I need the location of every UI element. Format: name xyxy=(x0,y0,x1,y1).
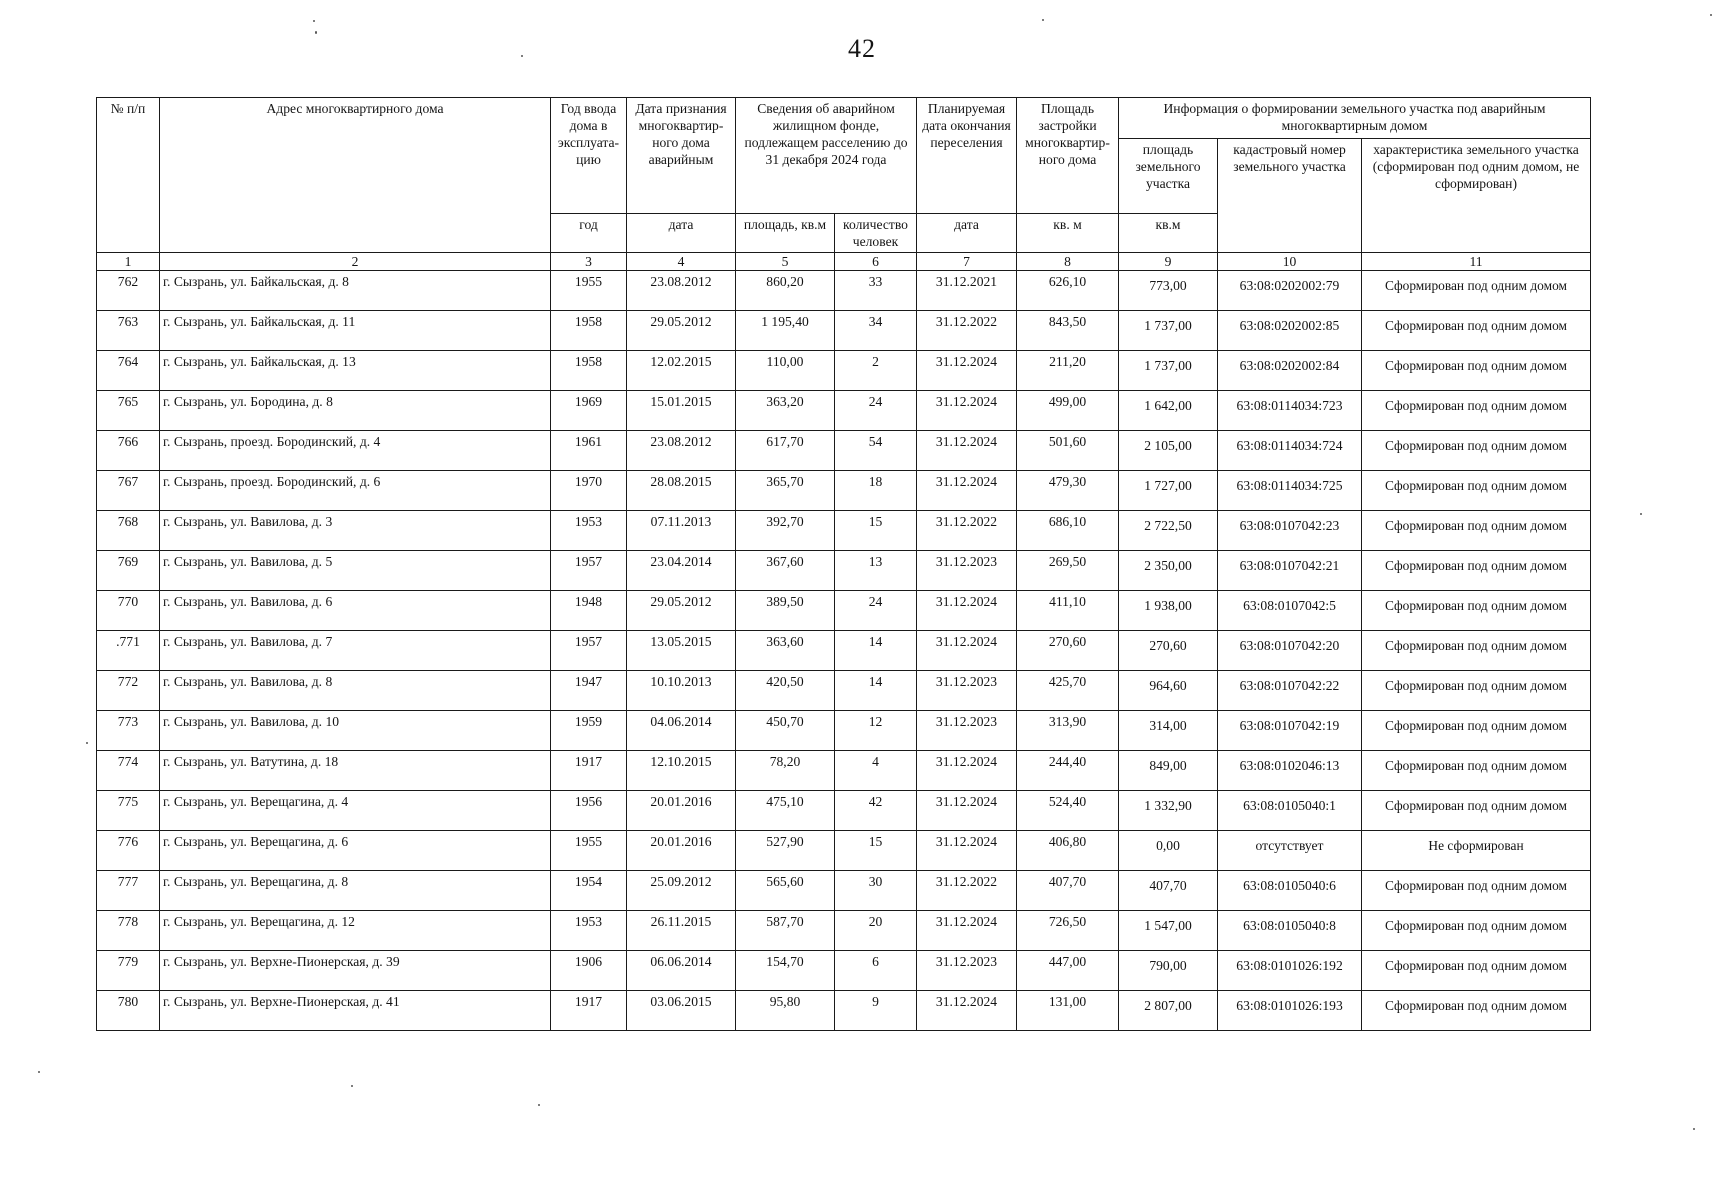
cell-cadastral: 63:08:0114034:725 xyxy=(1218,471,1362,511)
cell-land-area: 314,00 xyxy=(1119,711,1218,751)
cell-planned-date: 31.12.2024 xyxy=(917,911,1017,951)
header-planned-date: Планируемая дата окончания переселения xyxy=(917,98,1017,214)
cell-emergency-date: 29.05.2012 xyxy=(627,311,736,351)
cell-cadastral: 63:08:0102046:13 xyxy=(1218,751,1362,791)
emergency-housing-table xyxy=(96,97,1591,1031)
cell-planned-date: 31.12.2023 xyxy=(917,551,1017,591)
table-row xyxy=(97,511,1591,551)
cell-cadastral: 63:08:0105040:8 xyxy=(1218,911,1362,951)
unit-people: количество человек xyxy=(835,214,917,253)
column-number: 6 xyxy=(835,253,917,271)
cell-cadastral: 63:08:0107042:21 xyxy=(1218,551,1362,591)
scan-speck xyxy=(521,55,523,57)
table-row xyxy=(97,311,1591,351)
cell-building-area: 626,10 xyxy=(1017,271,1119,311)
cell-land-status: Не сформирован xyxy=(1362,831,1591,871)
cell-cadastral: 63:08:0107042:19 xyxy=(1218,711,1362,751)
column-number: 9 xyxy=(1119,253,1218,271)
cell-planned-date: 31.12.2021 xyxy=(917,271,1017,311)
cell-planned-date: 31.12.2024 xyxy=(917,431,1017,471)
cell-no: 763 xyxy=(97,311,160,351)
cell-address: г. Сызрань, ул. Бородина, д. 8 xyxy=(160,391,551,431)
cell-no: 777 xyxy=(97,871,160,911)
cell-area: 860,20 xyxy=(736,271,835,311)
table-row xyxy=(97,591,1591,631)
cell-emergency-date: 04.06.2014 xyxy=(627,711,736,751)
cell-land-area: 2 105,00 xyxy=(1119,431,1218,471)
cell-land-status: Сформирован под одним домом xyxy=(1362,951,1591,991)
cell-planned-date: 31.12.2022 xyxy=(917,511,1017,551)
cell-building-area: 501,60 xyxy=(1017,431,1119,471)
cell-area: 527,90 xyxy=(736,831,835,871)
cell-land-status: Сформирован под одним домом xyxy=(1362,271,1591,311)
cell-people: 9 xyxy=(835,991,917,1031)
column-number-row xyxy=(97,253,1591,271)
cell-people: 34 xyxy=(835,311,917,351)
cell-address: г. Сызрань, ул. Вавилова, д. 5 xyxy=(160,551,551,591)
cell-land-area: 1 727,00 xyxy=(1119,471,1218,511)
cell-emergency-date: 25.09.2012 xyxy=(627,871,736,911)
cell-land-status: Сформирован под одним домом xyxy=(1362,351,1591,391)
cell-land-area: 773,00 xyxy=(1119,271,1218,311)
column-number: 10 xyxy=(1218,253,1362,271)
cell-no: 766 xyxy=(97,431,160,471)
cell-year: 1953 xyxy=(551,511,627,551)
cell-land-area: 790,00 xyxy=(1119,951,1218,991)
cell-area: 154,70 xyxy=(736,951,835,991)
header-land-area: площадь земельного участка xyxy=(1119,139,1218,214)
cell-emergency-date: 12.10.2015 xyxy=(627,751,736,791)
unit-building-area: кв. м xyxy=(1017,214,1119,253)
cell-emergency-date: 20.01.2016 xyxy=(627,831,736,871)
cell-area: 450,70 xyxy=(736,711,835,751)
cell-address: г. Сызрань, ул. Верещагина, д. 8 xyxy=(160,871,551,911)
table-row xyxy=(97,791,1591,831)
cell-cadastral: 63:08:0101026:192 xyxy=(1218,951,1362,991)
cell-land-area: 849,00 xyxy=(1119,751,1218,791)
table-header xyxy=(97,98,1591,271)
cell-land-status: Сформирован под одним домом xyxy=(1362,871,1591,911)
table-row xyxy=(97,271,1591,311)
cell-planned-date: 31.12.2024 xyxy=(917,591,1017,631)
header-year: Год ввода дома в эксплуата-цию xyxy=(551,98,627,214)
cell-planned-date: 31.12.2023 xyxy=(917,951,1017,991)
cell-people: 24 xyxy=(835,391,917,431)
cell-building-area: 269,50 xyxy=(1017,551,1119,591)
cell-people: 20 xyxy=(835,911,917,951)
cell-land-status: Сформирован под одним домом xyxy=(1362,631,1591,671)
cell-year: 1948 xyxy=(551,591,627,631)
cell-land-area: 1 642,00 xyxy=(1119,391,1218,431)
cell-cadastral: 63:08:0114034:724 xyxy=(1218,431,1362,471)
cell-people: 54 xyxy=(835,431,917,471)
cell-building-area: 726,50 xyxy=(1017,911,1119,951)
header-date-emergency: Дата признания многоквартир-ного дома аварийным xyxy=(627,98,736,214)
cell-address: г. Сызрань, ул. Верещагина, д. 12 xyxy=(160,911,551,951)
cell-emergency-date: 03.06.2015 xyxy=(627,991,736,1031)
scan-speck xyxy=(1710,14,1712,16)
cell-area: 392,70 xyxy=(736,511,835,551)
cell-land-status: Сформирован под одним домом xyxy=(1362,751,1591,791)
cell-emergency-date: 12.02.2015 xyxy=(627,351,736,391)
cell-no: 769 xyxy=(97,551,160,591)
cell-emergency-date: 06.06.2014 xyxy=(627,951,736,991)
cell-year: 1958 xyxy=(551,351,627,391)
cell-people: 6 xyxy=(835,951,917,991)
cell-address: г. Сызрань, ул. Верхне-Пионерская, д. 41 xyxy=(160,991,551,1031)
cell-area: 363,20 xyxy=(736,391,835,431)
cell-building-area: 270,60 xyxy=(1017,631,1119,671)
cell-area: 95,80 xyxy=(736,991,835,1031)
cell-land-status: Сформирован под одним домом xyxy=(1362,391,1591,431)
cell-land-status: Сформирован под одним домом xyxy=(1362,791,1591,831)
cell-people: 4 xyxy=(835,751,917,791)
unit-area-sqm: площадь, кв.м xyxy=(736,214,835,253)
table-row xyxy=(97,471,1591,511)
cell-land-status: Сформирован под одним домом xyxy=(1362,311,1591,351)
cell-land-area: 1 938,00 xyxy=(1119,591,1218,631)
header-building-area: Площадь застройки многоквартир-ного дома xyxy=(1017,98,1119,214)
cell-year: 1957 xyxy=(551,551,627,591)
cell-land-status: Сформирован под одним домом xyxy=(1362,711,1591,751)
cell-address: г. Сызрань, ул. Байкальская, д. 11 xyxy=(160,311,551,351)
scan-speck xyxy=(313,20,315,22)
cell-no: 780 xyxy=(97,991,160,1031)
cell-address: г. Сызрань, проезд. Бородинский, д. 6 xyxy=(160,471,551,511)
scan-speck xyxy=(351,1085,353,1087)
cell-emergency-date: 13.05.2015 xyxy=(627,631,736,671)
cell-year: 1947 xyxy=(551,671,627,711)
table-row xyxy=(97,551,1591,591)
table-row xyxy=(97,431,1591,471)
cell-address: г. Сызрань, проезд. Бородинский, д. 4 xyxy=(160,431,551,471)
cell-address: г. Сызрань, ул. Верхне-Пионерская, д. 39 xyxy=(160,951,551,991)
scan-speck xyxy=(38,1071,40,1073)
column-number: 11 xyxy=(1362,253,1591,271)
cell-address: г. Сызрань, ул. Вавилова, д. 6 xyxy=(160,591,551,631)
table-row xyxy=(97,831,1591,871)
column-number: 3 xyxy=(551,253,627,271)
cell-planned-date: 31.12.2024 xyxy=(917,751,1017,791)
cell-year: 1954 xyxy=(551,871,627,911)
cell-year: 1955 xyxy=(551,271,627,311)
cell-cadastral: 63:08:0114034:723 xyxy=(1218,391,1362,431)
cell-year: 1917 xyxy=(551,991,627,1031)
cell-people: 13 xyxy=(835,551,917,591)
cell-cadastral: 63:08:0107042:22 xyxy=(1218,671,1362,711)
table-body xyxy=(97,271,1591,1031)
cell-address: г. Сызрань, ул. Вавилова, д. 3 xyxy=(160,511,551,551)
cell-year: 1956 xyxy=(551,791,627,831)
cell-people: 14 xyxy=(835,631,917,671)
cell-building-area: 499,00 xyxy=(1017,391,1119,431)
cell-people: 24 xyxy=(835,591,917,631)
cell-no: 767 xyxy=(97,471,160,511)
scan-speck xyxy=(1042,19,1044,21)
cell-area: 587,70 xyxy=(736,911,835,951)
cell-year: 1955 xyxy=(551,831,627,871)
cell-area: 389,50 xyxy=(736,591,835,631)
table-row xyxy=(97,631,1591,671)
table-row xyxy=(97,751,1591,791)
cell-building-area: 447,00 xyxy=(1017,951,1119,991)
cell-year: 1961 xyxy=(551,431,627,471)
cell-address: г. Сызрань, ул. Вавилова, д. 7 xyxy=(160,631,551,671)
cell-no: 775 xyxy=(97,791,160,831)
cell-building-area: 313,90 xyxy=(1017,711,1119,751)
cell-year: 1953 xyxy=(551,911,627,951)
cell-cadastral: отсутствует xyxy=(1218,831,1362,871)
cell-no: .771 xyxy=(97,631,160,671)
cell-year: 1958 xyxy=(551,311,627,351)
cell-no: 765 xyxy=(97,391,160,431)
cell-year: 1959 xyxy=(551,711,627,751)
cell-emergency-date: 15.01.2015 xyxy=(627,391,736,431)
cell-land-status: Сформирован под одним домом xyxy=(1362,911,1591,951)
cell-address: г. Сызрань, ул. Верещагина, д. 6 xyxy=(160,831,551,871)
cell-people: 15 xyxy=(835,511,917,551)
cell-planned-date: 31.12.2024 xyxy=(917,791,1017,831)
cell-address: г. Сызрань, ул. Ватутина, д. 18 xyxy=(160,751,551,791)
cell-land-area: 2 807,00 xyxy=(1119,991,1218,1031)
cell-building-area: 407,70 xyxy=(1017,871,1119,911)
cell-address: г. Сызрань, ул. Вавилова, д. 8 xyxy=(160,671,551,711)
cell-no: 776 xyxy=(97,831,160,871)
cell-people: 30 xyxy=(835,871,917,911)
cell-emergency-date: 20.01.2016 xyxy=(627,791,736,831)
cell-land-area: 1 737,00 xyxy=(1119,311,1218,351)
cell-year: 1917 xyxy=(551,751,627,791)
cell-land-area: 270,60 xyxy=(1119,631,1218,671)
cell-no: 778 xyxy=(97,911,160,951)
column-number: 1 xyxy=(97,253,160,271)
header-fund-info: Сведения об аварийном жилищном фонде, подлежащем расселению до 31 декабря 2024 года xyxy=(736,98,917,214)
cell-area: 1 195,40 xyxy=(736,311,835,351)
cell-land-area: 0,00 xyxy=(1119,831,1218,871)
cell-building-area: 131,00 xyxy=(1017,991,1119,1031)
cell-people: 12 xyxy=(835,711,917,751)
cell-area: 363,60 xyxy=(736,631,835,671)
cell-planned-date: 31.12.2024 xyxy=(917,831,1017,871)
column-number: 7 xyxy=(917,253,1017,271)
unit-year: год xyxy=(551,214,627,253)
cell-people: 42 xyxy=(835,791,917,831)
cell-address: г. Сызрань, ул. Верещагина, д. 4 xyxy=(160,791,551,831)
unit-date: дата xyxy=(627,214,736,253)
cell-planned-date: 31.12.2024 xyxy=(917,991,1017,1031)
cell-address: г. Сызрань, ул. Вавилова, д. 10 xyxy=(160,711,551,751)
cell-cadastral: 63:08:0107042:5 xyxy=(1218,591,1362,631)
cell-area: 420,50 xyxy=(736,671,835,711)
table-row xyxy=(97,711,1591,751)
cell-no: 768 xyxy=(97,511,160,551)
cell-planned-date: 31.12.2024 xyxy=(917,471,1017,511)
cell-building-area: 479,30 xyxy=(1017,471,1119,511)
cell-land-area: 964,60 xyxy=(1119,671,1218,711)
cell-cadastral: 63:08:0107042:23 xyxy=(1218,511,1362,551)
cell-cadastral: 63:08:0105040:6 xyxy=(1218,871,1362,911)
cell-land-area: 2 722,50 xyxy=(1119,511,1218,551)
cell-building-area: 843,50 xyxy=(1017,311,1119,351)
unit-land-area: кв.м xyxy=(1119,214,1218,253)
cell-land-status: Сформирован под одним домом xyxy=(1362,591,1591,631)
cell-land-status: Сформирован под одним домом xyxy=(1362,551,1591,591)
header-no: № п/п xyxy=(97,98,160,253)
scan-speck xyxy=(86,742,88,744)
cell-land-area: 2 350,00 xyxy=(1119,551,1218,591)
cell-people: 18 xyxy=(835,471,917,511)
scan-speck xyxy=(538,1104,540,1106)
cell-emergency-date: 07.11.2013 xyxy=(627,511,736,551)
cell-area: 78,20 xyxy=(736,751,835,791)
cell-building-area: 686,10 xyxy=(1017,511,1119,551)
cell-year: 1906 xyxy=(551,951,627,991)
cell-emergency-date: 23.04.2014 xyxy=(627,551,736,591)
cell-year: 1969 xyxy=(551,391,627,431)
column-number: 8 xyxy=(1017,253,1119,271)
table-row xyxy=(97,351,1591,391)
cell-people: 2 xyxy=(835,351,917,391)
cell-year: 1970 xyxy=(551,471,627,511)
cell-cadastral: 63:08:0105040:1 xyxy=(1218,791,1362,831)
cell-address: г. Сызрань, ул. Байкальская, д. 8 xyxy=(160,271,551,311)
cell-building-area: 524,40 xyxy=(1017,791,1119,831)
cell-address: г. Сызрань, ул. Байкальская, д. 13 xyxy=(160,351,551,391)
cell-land-status: Сформирован под одним домом xyxy=(1362,431,1591,471)
cell-area: 617,70 xyxy=(736,431,835,471)
cell-planned-date: 31.12.2022 xyxy=(917,871,1017,911)
cell-no: 774 xyxy=(97,751,160,791)
cell-emergency-date: 29.05.2012 xyxy=(627,591,736,631)
column-number: 5 xyxy=(736,253,835,271)
cell-emergency-date: 23.08.2012 xyxy=(627,431,736,471)
scan-speck xyxy=(1640,513,1642,515)
cell-planned-date: 31.12.2024 xyxy=(917,391,1017,431)
cell-no: 773 xyxy=(97,711,160,751)
header-cadastral: кадастровый номер земельного участка xyxy=(1218,139,1362,253)
header-address: Адрес многоквартирного дома xyxy=(160,98,551,253)
cell-area: 475,10 xyxy=(736,791,835,831)
column-number: 2 xyxy=(160,253,551,271)
cell-emergency-date: 23.08.2012 xyxy=(627,271,736,311)
table-row xyxy=(97,671,1591,711)
cell-area: 365,70 xyxy=(736,471,835,511)
cell-land-status: Сформирован под одним домом xyxy=(1362,511,1591,551)
cell-land-status: Сформирован под одним домом xyxy=(1362,671,1591,711)
cell-emergency-date: 28.08.2015 xyxy=(627,471,736,511)
cell-land-area: 1 547,00 xyxy=(1119,911,1218,951)
cell-no: 770 xyxy=(97,591,160,631)
cell-emergency-date: 26.11.2015 xyxy=(627,911,736,951)
cell-year: 1957 xyxy=(551,631,627,671)
table-row xyxy=(97,991,1591,1031)
table-row xyxy=(97,911,1591,951)
header-land-info: Информация о формировании земельного участка под аварийным многоквартирным домом xyxy=(1119,98,1591,139)
cell-emergency-date: 10.10.2013 xyxy=(627,671,736,711)
column-number: 4 xyxy=(627,253,736,271)
cell-planned-date: 31.12.2024 xyxy=(917,631,1017,671)
unit-planned-date: дата xyxy=(917,214,1017,253)
cell-building-area: 411,10 xyxy=(1017,591,1119,631)
scan-speck xyxy=(315,31,317,34)
cell-people: 33 xyxy=(835,271,917,311)
table-row xyxy=(97,391,1591,431)
cell-land-area: 1 332,90 xyxy=(1119,791,1218,831)
header-land-status: характеристика земельного участка (сформирован под одним домом, не сформирован) xyxy=(1362,139,1591,253)
table-row xyxy=(97,871,1591,911)
cell-cadastral: 63:08:0202002:85 xyxy=(1218,311,1362,351)
cell-land-status: Сформирован под одним домом xyxy=(1362,991,1591,1031)
cell-building-area: 211,20 xyxy=(1017,351,1119,391)
scan-speck xyxy=(1693,1128,1695,1130)
cell-cadastral: 63:08:0101026:193 xyxy=(1218,991,1362,1031)
cell-cadastral: 63:08:0202002:84 xyxy=(1218,351,1362,391)
cell-people: 14 xyxy=(835,671,917,711)
cell-planned-date: 31.12.2022 xyxy=(917,311,1017,351)
cell-area: 565,60 xyxy=(736,871,835,911)
cell-people: 15 xyxy=(835,831,917,871)
cell-planned-date: 31.12.2024 xyxy=(917,351,1017,391)
cell-planned-date: 31.12.2023 xyxy=(917,671,1017,711)
cell-no: 762 xyxy=(97,271,160,311)
cell-no: 764 xyxy=(97,351,160,391)
cell-land-area: 1 737,00 xyxy=(1119,351,1218,391)
cell-no: 772 xyxy=(97,671,160,711)
cell-area: 110,00 xyxy=(736,351,835,391)
cell-cadastral: 63:08:0202002:79 xyxy=(1218,271,1362,311)
cell-land-status: Сформирован под одним домом xyxy=(1362,471,1591,511)
cell-building-area: 406,80 xyxy=(1017,831,1119,871)
cell-building-area: 425,70 xyxy=(1017,671,1119,711)
cell-area: 367,60 xyxy=(736,551,835,591)
cell-planned-date: 31.12.2023 xyxy=(917,711,1017,751)
cell-no: 779 xyxy=(97,951,160,991)
cell-building-area: 244,40 xyxy=(1017,751,1119,791)
cell-land-area: 407,70 xyxy=(1119,871,1218,911)
cell-cadastral: 63:08:0107042:20 xyxy=(1218,631,1362,671)
table-row xyxy=(97,951,1591,991)
page-number: 42 xyxy=(848,34,876,63)
